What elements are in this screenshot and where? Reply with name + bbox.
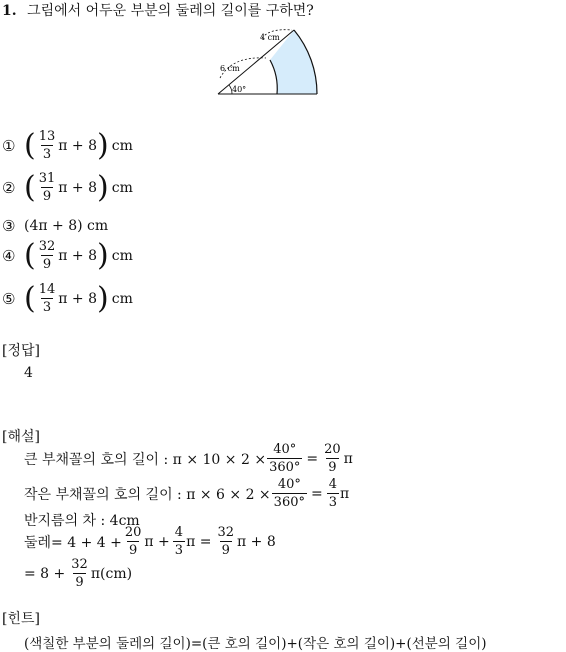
choice-rest: π + 8 — [58, 137, 98, 154]
answer-heading: [정답] — [2, 343, 40, 359]
explanation-line-4: 둘레= 4 + 4 + $\frac{20}{9}$ π + $\frac{4}{3}$ π = $\frac{32}{9}$ π + 8 — [24, 525, 276, 558]
choice-3[interactable] — [2, 217, 108, 235]
choice-2[interactable]: ② ( $\frac{31}{9}$ π + 8 ) cm — [2, 169, 133, 205]
label-inner: 6 cm — [220, 64, 240, 73]
label-outer: 4 cm — [260, 33, 280, 42]
choice-5[interactable]: ⑤ ( $\frac{14}{3}$ π + 8 ) cm — [2, 280, 133, 316]
choice-fraction: $\frac{31}{9}$ — [38, 171, 56, 204]
sector-figure — [212, 26, 324, 98]
fraction: $\frac{20}{9}$ — [324, 442, 341, 475]
choice-fraction: $\frac{13}{3}$ — [38, 129, 56, 162]
fraction: $\frac{32}{9}$ — [217, 525, 235, 558]
choice-rest: π + 8 — [58, 290, 98, 307]
choice-marker: ② — [2, 178, 16, 197]
choice-plain: (4π + 8) cm — [24, 218, 109, 234]
fraction: $\frac{40^\circ}{360^\circ}$ — [273, 477, 305, 510]
choice-1[interactable]: ① ( $\frac{13}{3}$ π + 8 ) cm — [2, 127, 133, 163]
choice-unit: cm — [111, 179, 133, 196]
choice-fraction: $\frac{32}{9}$ — [38, 239, 56, 272]
explanation-line-2: 작은 부채꼴의 호의 길이 : π × 6 × 2 × $\frac{40^\circ}{360^\circ}$ = $\frac{4}{3}$ π — [24, 477, 350, 510]
fraction: $\frac{40^\circ}{360^\circ}$ — [269, 442, 301, 475]
fraction: $\frac{4}{3}$ — [174, 525, 184, 558]
choice-unit: cm — [111, 290, 133, 307]
fraction: $\frac{20}{9}$ — [124, 525, 142, 558]
choice-unit: cm — [111, 247, 133, 264]
fraction: $\frac{4}{3}$ — [328, 477, 338, 510]
answer-value: 4 — [24, 365, 33, 381]
question-text: 그림에서 어두운 부분의 둘레의 길이를 구하면? — [27, 3, 314, 19]
choice-marker: ③ — [2, 217, 16, 235]
choice-marker: ④ — [2, 246, 16, 265]
hint-heading: [힌트] — [2, 611, 40, 627]
fraction: $\frac{32}{9}$ — [71, 557, 88, 590]
question-line — [2, 0, 314, 20]
explanation-line-5: = 8 + $\frac{32}{9}$ π(cm) — [24, 557, 133, 590]
question-number: 1. — [2, 3, 17, 19]
choice-unit: cm — [111, 137, 133, 154]
choice-4[interactable]: ④ ( $\frac{32}{9}$ π + 8 ) cm — [2, 237, 133, 273]
choice-fraction: $\frac{14}{3}$ — [38, 282, 56, 315]
explanation-line-1: 큰 부채꼴의 호의 길이 : π × 10 × 2 × $\frac{40^\circ}{360^\circ}$ = $\frac{20}{9}$ π — [24, 442, 353, 475]
explanation-line-3: 반지름의 차 : 4cm — [24, 513, 140, 529]
explanation-heading: [해설] — [2, 429, 40, 445]
choice-rest: π + 8 — [58, 247, 98, 264]
choice-rest: π + 8 — [58, 179, 98, 196]
choice-marker: ① — [2, 136, 16, 155]
label-angle: 40° — [232, 85, 247, 94]
hint-text: (색칠한 부분의 둘레의 길이)=(큰 호의 길이)+(작은 호의 길이)+(선분의 길이) — [24, 636, 487, 652]
sector-diagram — [212, 26, 324, 98]
choice-marker: ⑤ — [2, 289, 16, 308]
